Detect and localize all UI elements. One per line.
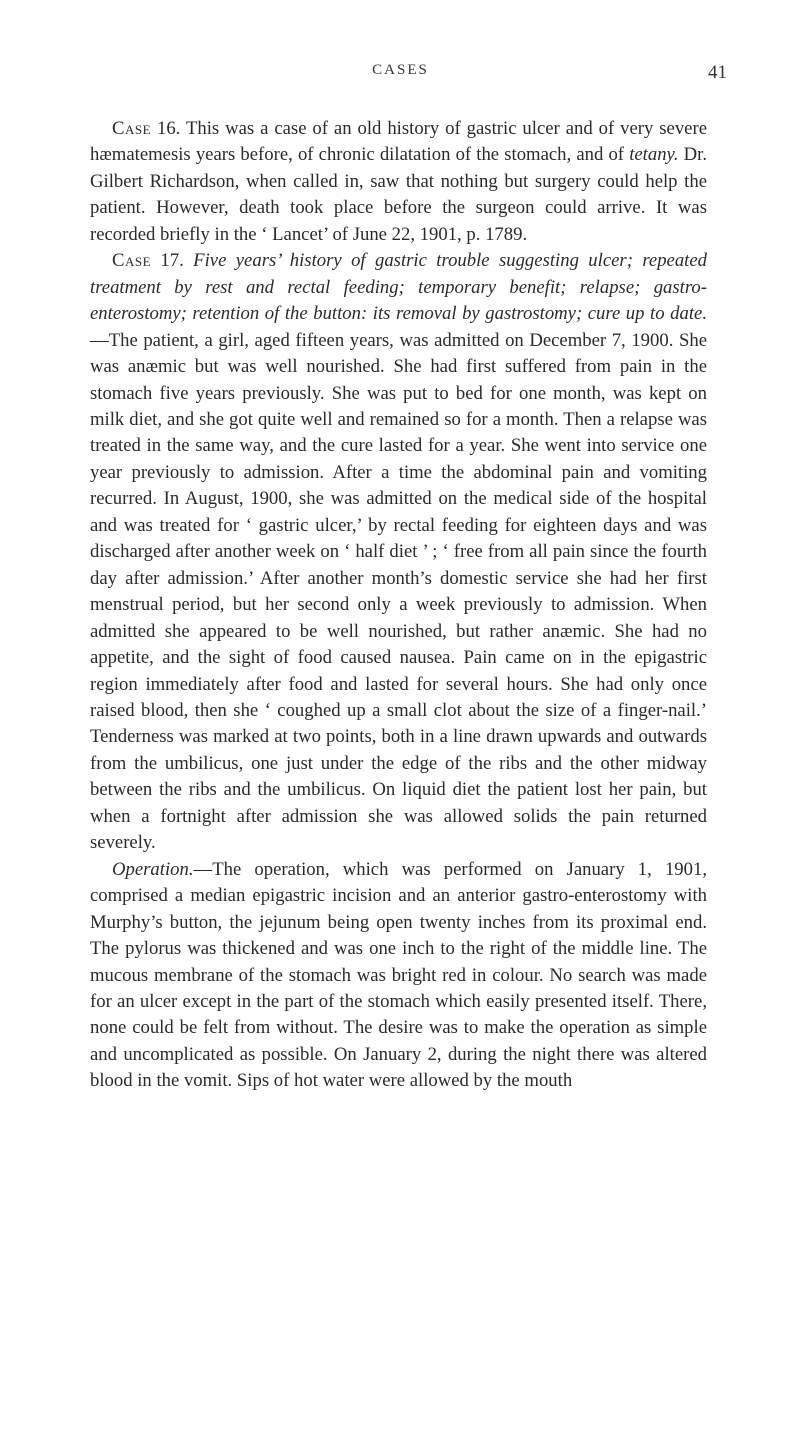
case-17-number: 17. xyxy=(160,250,184,272)
case-17-text: —The patient, a girl, aged fifteen years, was admitted on December 7, 1900. She was anæmic but was well nourished. She had first suffered from pain in the stomach five years previously. She was put to bed for one month, was kept on milk diet, and she got quite well and remained so for a month. Then a relapse was treated in the same way, and the cure lasted for a year. She went into service one year previously to admission. After a time the abdominal pain and vomiting recurred. In August, 1900, she was admitted on the medical side of the hospital and was treated for ‘ gastric ulcer,’ by rectal feeding for eighteen days and was discharged after another week on ‘ half diet ’ ; ‘ free from all pain since the fourth day after admission.’ After another month’s domestic service she had her first menstrual period, but her second only a week previously to admission. When admitted she appeared to be well nourished, but rather anæmic. She had no appetite, and the sight of food caused nausea. Pain came on in the epigastric region immediately after food and lasted for several hours. She had only once raised blood, then she ‘ coughed up a small clot about the size of a finger-nail.’ Tenderness was marked at two points, both in a line drawn upwards and outwards from the umbilicus, one just under the edge of the ribs and the other midway between the ribs and the umbilicus. On liquid diet the patient lost her pain, but when a fortnight after admission she was allowed solids the pain returned severely. xyxy=(90,329,707,854)
case-17-heading: Five years’ history of gastric trouble suggesting ulcer; repeated treatment by rest and rectal feeding; temporary benefit; relapse; gastro-enterostomy; retention of the button: its removal by gastrostomy; cure up to date. xyxy=(90,250,708,325)
case-17-paragraph xyxy=(90,248,707,856)
case-16-tetany: tetany. xyxy=(629,144,679,166)
operation-paragraph xyxy=(90,857,707,1095)
case-17-label: Case xyxy=(112,250,152,272)
case-16-paragraph xyxy=(90,116,707,248)
case-16-text-end: Dr. Gilbert Richardson, when called in, saw that nothing but surgery could help the patient. However, death took place before the surgeon could arrive. It was recorded briefly in the ‘ Lancet’ of June 22, 1901, p. 1789. xyxy=(90,144,708,245)
operation-heading: Operation. xyxy=(112,858,194,880)
case-16-number: 16. xyxy=(156,118,181,139)
running-head: CASES xyxy=(372,62,429,78)
case-16-text-start: This was a case of an old history of gastric ulcer and of very severe hæmatemesis years before, of chronic dilatation of the stomach, and of xyxy=(90,118,707,166)
body-text xyxy=(90,116,707,1095)
operation-text: —The operation, which was performed on January 1, 1901, comprised a median epigastric incision and an anterior gastro-enterostomy with Murphy’s button, the jejunum being open twenty inches from its proximal end. The pylorus was thickened and was one inch to the right of the middle line. The mucous membrane of the stomach was bright red in colour. No search was made for an ulcer except in the part of the stomach which easily presented itself. There, none could be felt from without. The desire was to make the operation as simple and uncomplicated as possible. On January 2, during the night there was altered blood in the vomit. Sips of hot water were allowed by the mouth xyxy=(90,858,707,1092)
page-number: 41 xyxy=(708,62,727,83)
case-16-label: Case xyxy=(112,118,152,139)
